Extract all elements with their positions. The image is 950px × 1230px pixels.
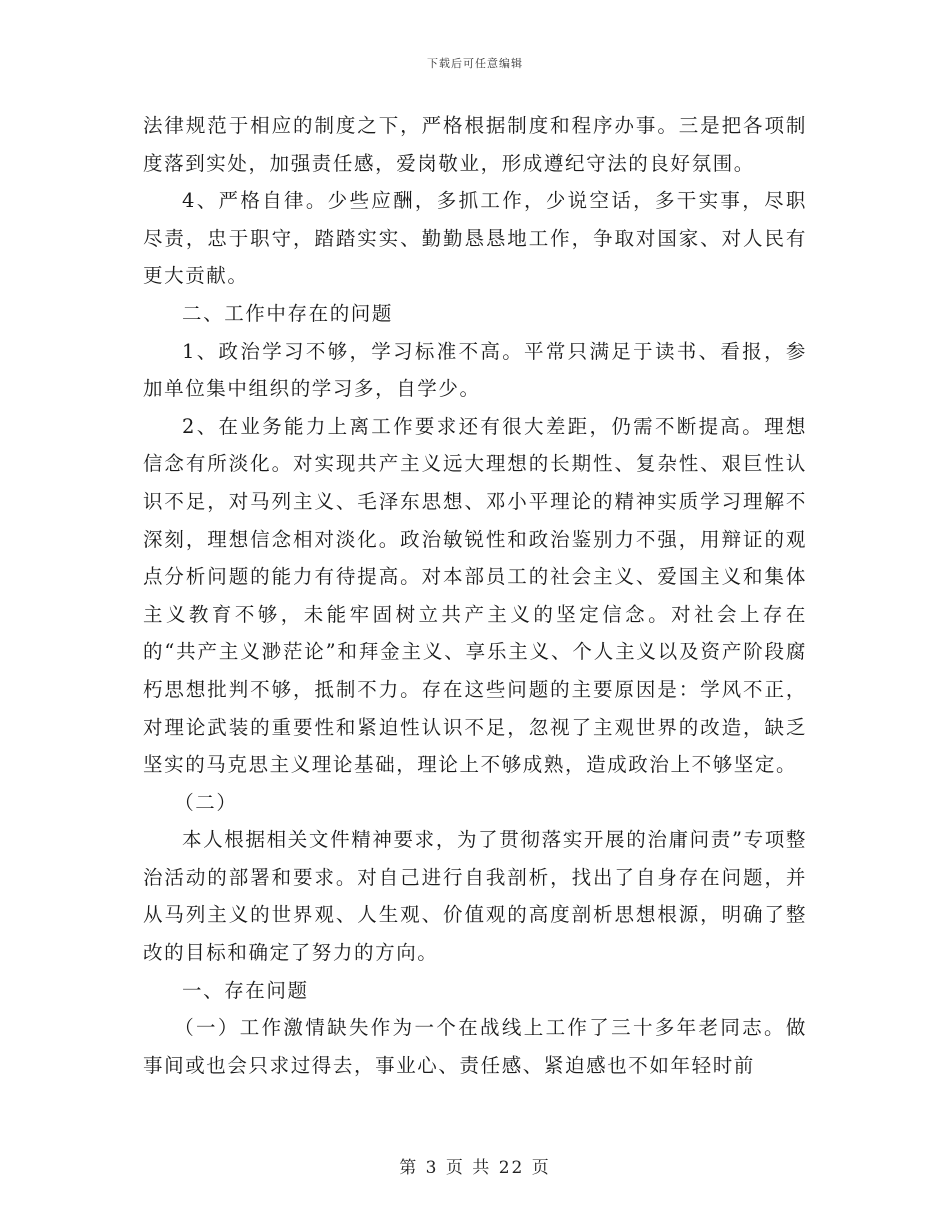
document-body xyxy=(143,107,807,1084)
paragraph-strict-self-discipline: 4、严格自律。少些应酬，多抓工作，少说空话，多干实事，尽职尽责，忠于职守，踏踏实实、勤勤恳恳地工作，争取对国家、对人民有更大贡献。 xyxy=(143,189,807,288)
page-number-footer: 第 3 页 共 22 页 xyxy=(399,1158,551,1178)
paragraph-continuation: 法律规范于相应的制度之下，严格根据制度和程序办事。三是把各项制度落到实处，加强责任感，爱岗敬业，形成遵纪守法的良好氛围。 xyxy=(143,114,807,175)
section-marker-two: （二） xyxy=(174,790,238,814)
paragraph-work-passion: （一）工作激情缺失作为一个在战线上工作了三十多年老同志。做事间或也会只求过得去，事业心、责任感、紧迫感也不如年轻时前 xyxy=(143,1016,807,1077)
section-heading-existing-problems: 一、存在问题 xyxy=(182,978,309,1002)
section-heading-problems-in-work: 二、工作中存在的问题 xyxy=(182,301,394,325)
paragraph-business-ability: 2、在业务能力上离工作要求还有很大差距，仍需不断提高。理想信念有所淡化。对实现共产主义远大理想的长期性、复杂性、艰巨性认识不足，对马列主义、毛泽东思想、邓小平理论的精神实质学习理解不深刻，理想信念相对淡化。政治敏锐性和政治鉴别力不强，用辩证的观点分析问题的能力有待提高。对本部员工的社会主义、爱国主义和集体主义教育不够，未能牢固树立共产主义的坚定信念。对社会上存在的“共产主义渺茫论”和拜金主义、享乐主义、个人主义以及资产阶段腐朽思想批判不够，抵制不力。存在这些问题的主要原因是：学风不正，对理论武装的重要性和紧迫性认识不足，忽视了主观世界的改造，缺乏坚实的马克思主义理论基础，理论上不够成熟，造成政治上不够坚定。 xyxy=(143,414,807,777)
page-header-note: 下载后可任意编辑 xyxy=(427,57,523,70)
paragraph-self-analysis: 本人根据相关文件精神要求，为了贯彻落实开展的治庸问责”专项整治活动的部署和要求。对自己进行自我剖析，找出了自身存在问题，并从马列主义的世界观、人生观、价值观的高度剖析思想根源，明确了整改的目标和确定了努力的方向。 xyxy=(143,828,807,965)
paragraph-political-study: 1、政治学习不够，学习标准不高。平常只满足于读书、看报，参加单位集中组织的学习多，自学少。 xyxy=(143,339,807,401)
